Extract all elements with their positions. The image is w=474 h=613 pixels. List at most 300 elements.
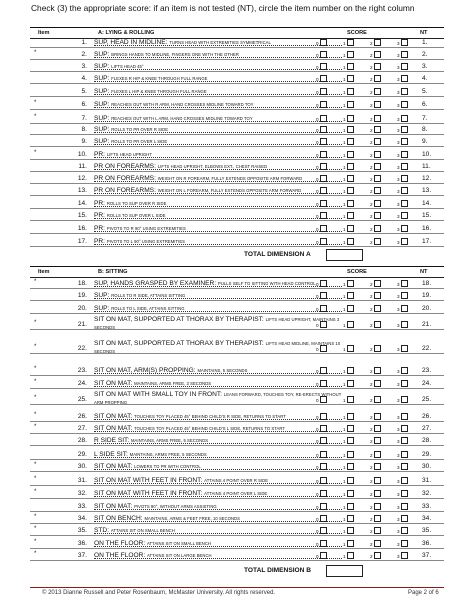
score-option-2 (370, 63, 381, 70)
score-checkbox[interactable] (320, 115, 327, 122)
score-checkbox[interactable] (320, 163, 327, 170)
item-main-text: SIT ON MAT: (94, 425, 135, 432)
score-checkbox[interactable] (374, 552, 381, 559)
score-checkbox[interactable] (374, 163, 381, 170)
score-label: 1 (343, 153, 346, 158)
nt-item-number[interactable]: 5. (422, 88, 428, 95)
score-checkbox[interactable] (374, 305, 381, 312)
item-number: 28. (77, 437, 87, 444)
item-number: 11. (78, 163, 87, 170)
item-number: 21. (77, 321, 87, 328)
score-label: 1 (343, 492, 346, 497)
score-checkbox[interactable] (347, 187, 354, 194)
score-checkbox[interactable] (347, 138, 354, 145)
item-sub-text: BRINGS HANDS TO MIDLINE, FINGERS ONE WITH THE OTHER (111, 52, 239, 57)
nt-item-number[interactable]: 20. (422, 305, 432, 312)
score-checkbox[interactable] (401, 51, 408, 58)
score-checkbox[interactable] (374, 451, 381, 458)
score-checkbox[interactable] (374, 51, 381, 58)
score-checkbox[interactable] (347, 463, 354, 470)
nt-item-number[interactable]: 18. (422, 280, 432, 287)
score-checkbox[interactable] (401, 380, 408, 387)
item-description (94, 126, 342, 134)
score-label: 3 (397, 90, 400, 95)
score-checkbox[interactable] (374, 380, 381, 387)
score-checkbox[interactable] (347, 115, 354, 122)
score-checkbox[interactable] (401, 75, 408, 82)
score-checkbox[interactable] (320, 292, 327, 299)
score-checkbox[interactable] (374, 396, 381, 403)
score-checkbox[interactable] (374, 437, 381, 444)
item-sub-text: TURNS HEAD WITH EXTREMITIES SYMMETRICAL (169, 40, 271, 45)
score-checkbox[interactable] (401, 321, 408, 328)
score-checkbox[interactable] (374, 126, 381, 133)
score-checkbox[interactable] (347, 292, 354, 299)
score-checkbox[interactable] (401, 503, 408, 510)
score-checkbox[interactable] (347, 39, 354, 46)
score-checkbox[interactable] (401, 527, 408, 534)
score-checkbox[interactable] (374, 425, 381, 432)
score-checkbox[interactable] (320, 345, 327, 352)
nt-item-number[interactable]: 23. (422, 367, 432, 374)
item-main-text: SUP: (94, 115, 112, 122)
score-checkbox[interactable] (347, 225, 354, 232)
score-option-2 (370, 138, 381, 145)
score-checkbox[interactable] (401, 413, 408, 420)
nt-item-number[interactable]: 21. (422, 321, 432, 328)
score-checkbox[interactable] (374, 88, 381, 95)
item-sub-text: ROLLS TO SUP OVER R SIDE (106, 201, 167, 206)
score-option-0 (316, 425, 327, 432)
score-checkbox[interactable] (374, 115, 381, 122)
score-option-2 (370, 490, 381, 497)
score-checkbox[interactable] (347, 515, 354, 522)
score-label: 2 (370, 307, 373, 312)
item-column-header: Item (38, 30, 50, 36)
score-checkbox[interactable] (347, 527, 354, 534)
score-checkbox[interactable] (320, 380, 327, 387)
nt-item-number[interactable]: 37. (422, 552, 432, 559)
nt-item-number[interactable]: 28. (422, 437, 432, 444)
nt-item-number[interactable]: 11. (422, 163, 431, 170)
score-checkbox[interactable] (320, 238, 327, 245)
score-label: 2 (370, 177, 373, 182)
nt-item-number[interactable]: 17. (422, 238, 432, 245)
score-checkbox[interactable] (374, 527, 381, 534)
score-label: 1 (343, 227, 346, 232)
score-checkbox[interactable] (347, 51, 354, 58)
score-checkbox[interactable] (401, 187, 408, 194)
score-checkbox[interactable] (401, 151, 408, 158)
nt-item-number[interactable]: 15. (422, 212, 432, 219)
nt-item-number[interactable]: 8. (422, 126, 428, 133)
score-option-3 (397, 39, 408, 46)
score-option-2 (370, 380, 381, 387)
score-option-3 (397, 477, 408, 484)
nt-item-number[interactable]: 27. (422, 425, 432, 432)
score-checkbox[interactable] (374, 200, 381, 207)
nt-item-number[interactable]: 29. (422, 451, 432, 458)
score-label: 1 (343, 165, 346, 170)
score-checkbox[interactable] (401, 88, 408, 95)
score-label: 3 (397, 128, 400, 133)
item-description (94, 515, 342, 523)
score-checkbox[interactable] (347, 75, 354, 82)
score-option-1 (343, 39, 354, 46)
score-checkbox[interactable] (347, 151, 354, 158)
score-checkbox[interactable] (374, 463, 381, 470)
item-description (94, 367, 342, 375)
nt-item-number[interactable]: 10. (422, 151, 432, 158)
score-option-3 (397, 75, 408, 82)
score-checkbox[interactable] (347, 175, 354, 182)
score-checkbox[interactable] (347, 437, 354, 444)
score-checkbox[interactable] (374, 187, 381, 194)
score-checkbox[interactable] (401, 396, 408, 403)
score-checkbox[interactable] (401, 552, 408, 559)
score-checkbox[interactable] (374, 225, 381, 232)
score-label: 0 (316, 505, 319, 510)
score-checkbox[interactable] (347, 503, 354, 510)
score-option-0 (316, 380, 327, 387)
nt-item-number[interactable]: 9. (422, 138, 428, 145)
score-label: 3 (397, 153, 400, 158)
nt-item-number[interactable]: 30. (422, 463, 432, 470)
score-checkbox[interactable] (401, 212, 408, 219)
item-description (94, 75, 342, 83)
score-option-3 (397, 380, 408, 387)
score-label: 1 (343, 41, 346, 46)
score-label: 2 (370, 41, 373, 46)
score-checkbox[interactable] (374, 345, 381, 352)
score-checkbox[interactable] (374, 292, 381, 299)
nt-item-number[interactable]: 22. (422, 345, 432, 352)
score-option-1 (343, 51, 354, 58)
score-label: 2 (370, 465, 373, 470)
item-number: 33. (77, 503, 87, 510)
score-label: 0 (316, 479, 319, 484)
score-option-0 (316, 345, 327, 352)
item-main-text: SIT ON MAT WITH SMALL TOY IN FRONT: (94, 391, 224, 398)
score-checkbox[interactable] (347, 345, 354, 352)
score-option-0 (316, 367, 327, 374)
key-item-star: * (34, 50, 37, 56)
score-checkbox[interactable] (347, 101, 354, 108)
score-checkbox[interactable] (347, 126, 354, 133)
score-label: 1 (343, 398, 346, 403)
score-checkbox[interactable] (347, 380, 354, 387)
row-divider (30, 220, 444, 221)
nt-item-number[interactable]: 32. (422, 490, 432, 497)
score-checkbox[interactable] (347, 280, 354, 287)
nt-item-number[interactable]: 7. (422, 115, 428, 122)
item-sub-text: TOUCHES TOY PLACED 45° BEHIND CHILD'S R SIDE, RETURNS TO START (134, 414, 286, 419)
score-label: 3 (397, 542, 400, 547)
item-description (94, 425, 342, 433)
score-label: 3 (397, 439, 400, 444)
score-option-2 (370, 39, 381, 46)
item-main-text: R SIDE SIT: (94, 437, 132, 444)
score-checkbox[interactable] (320, 451, 327, 458)
score-label: 3 (397, 41, 400, 46)
score-checkbox[interactable] (401, 225, 408, 232)
score-checkbox[interactable] (401, 477, 408, 484)
section-title: B: SITTING (98, 269, 128, 275)
score-option-3 (397, 345, 408, 352)
score-checkbox[interactable] (401, 451, 408, 458)
score-checkbox[interactable] (347, 425, 354, 432)
item-number: 35. (77, 527, 87, 534)
score-checkbox[interactable] (320, 515, 327, 522)
score-option-1 (343, 425, 354, 432)
item-description (94, 101, 342, 109)
score-checkbox[interactable] (347, 63, 354, 70)
score-checkbox[interactable] (347, 490, 354, 497)
item-number: 3. (81, 63, 87, 70)
nt-item-number[interactable]: 16. (422, 225, 432, 232)
score-checkbox[interactable] (320, 101, 327, 108)
score-label: 3 (397, 465, 400, 470)
score-checkbox[interactable] (320, 490, 327, 497)
nt-item-number[interactable]: 35. (422, 527, 432, 534)
score-checkbox[interactable] (374, 540, 381, 547)
score-checkbox[interactable] (374, 477, 381, 484)
score-checkbox[interactable] (347, 88, 354, 95)
score-checkbox[interactable] (320, 552, 327, 559)
score-checkbox[interactable] (401, 292, 408, 299)
score-checkbox[interactable] (374, 490, 381, 497)
score-checkbox[interactable] (347, 396, 354, 403)
nt-item-number[interactable]: 14. (422, 200, 432, 207)
score-label: 0 (316, 492, 319, 497)
score-checkbox[interactable] (401, 490, 408, 497)
item-number: 32. (77, 490, 87, 497)
score-label: 3 (397, 369, 400, 374)
nt-item-number[interactable]: 13. (422, 187, 432, 194)
score-checkbox[interactable] (401, 437, 408, 444)
nt-item-number[interactable]: 19. (422, 292, 432, 299)
score-checkbox[interactable] (320, 413, 327, 420)
nt-item-number[interactable]: 34. (422, 515, 432, 522)
score-checkbox[interactable] (347, 321, 354, 328)
score-checkbox[interactable] (347, 477, 354, 484)
nt-item-number[interactable]: 2. (422, 51, 428, 58)
score-checkbox[interactable] (320, 126, 327, 133)
item-sub-text: ATTAINS SIT ON LARGE BENCH (147, 553, 212, 558)
score-checkbox[interactable] (374, 212, 381, 219)
item-description (94, 175, 342, 183)
nt-item-number[interactable]: 3. (422, 63, 428, 70)
item-main-text: SUP: (94, 75, 112, 82)
score-label: 2 (370, 529, 373, 534)
score-checkbox[interactable] (320, 321, 327, 328)
score-option-1 (343, 305, 354, 312)
score-checkbox[interactable] (401, 115, 408, 122)
score-checkbox[interactable] (347, 451, 354, 458)
score-checkbox[interactable] (320, 187, 327, 194)
item-number: 34. (77, 515, 87, 522)
score-checkbox[interactable] (347, 305, 354, 312)
score-checkbox[interactable] (320, 280, 327, 287)
score-option-2 (370, 280, 381, 287)
score-option-2 (370, 515, 381, 522)
score-checkbox[interactable] (401, 39, 408, 46)
item-number: 26. (77, 413, 87, 420)
score-option-3 (397, 321, 408, 328)
nt-item-number[interactable]: 36. (422, 540, 432, 547)
footer-copyright: © 2013 Dianne Russell and Peter Rosenbaum, McMaster University. All rights reserved. (42, 590, 276, 596)
score-checkbox[interactable] (347, 163, 354, 170)
score-checkbox[interactable] (320, 477, 327, 484)
item-sub-text: WEIGHT ON L FOREARM, FULLY EXTENDS OPPOSITE ARM FORWARD (157, 188, 302, 193)
item-number: 9. (81, 138, 87, 145)
score-checkbox[interactable] (320, 463, 327, 470)
score-checkbox[interactable] (320, 212, 327, 219)
score-checkbox[interactable] (374, 151, 381, 158)
score-label: 2 (370, 202, 373, 207)
nt-item-number[interactable]: 26. (422, 413, 432, 420)
score-option-3 (397, 527, 408, 534)
score-checkbox[interactable] (320, 63, 327, 70)
total-dimension-box[interactable] (326, 565, 363, 577)
score-checkbox[interactable] (401, 540, 408, 547)
score-checkbox[interactable] (401, 138, 408, 145)
score-option-0 (316, 463, 327, 470)
score-checkbox[interactable] (347, 200, 354, 207)
score-checkbox[interactable] (374, 503, 381, 510)
score-checkbox[interactable] (374, 515, 381, 522)
score-checkbox[interactable] (401, 163, 408, 170)
score-checkbox[interactable] (374, 238, 381, 245)
score-label: 0 (316, 53, 319, 58)
score-checkbox[interactable] (320, 75, 327, 82)
score-checkbox[interactable] (401, 200, 408, 207)
score-checkbox[interactable] (374, 175, 381, 182)
score-checkbox[interactable] (401, 101, 408, 108)
score-checkbox[interactable] (320, 200, 327, 207)
nt-item-number[interactable]: 1. (422, 39, 428, 46)
key-item-star: * (34, 476, 37, 482)
score-checkbox[interactable] (347, 212, 354, 219)
score-checkbox[interactable] (401, 367, 408, 374)
score-label: 3 (397, 294, 400, 299)
score-option-3 (397, 515, 408, 522)
score-checkbox[interactable] (374, 75, 381, 82)
score-checkbox[interactable] (401, 345, 408, 352)
score-checkbox[interactable] (320, 503, 327, 510)
score-label: 3 (397, 492, 400, 497)
score-checkbox[interactable] (320, 51, 327, 58)
score-option-3 (397, 292, 408, 299)
score-checkbox[interactable] (320, 175, 327, 182)
score-checkbox[interactable] (401, 425, 408, 432)
total-dimension-box[interactable] (326, 249, 363, 261)
score-checkbox[interactable] (320, 396, 327, 403)
score-checkbox[interactable] (320, 88, 327, 95)
item-description (94, 527, 342, 535)
nt-item-number[interactable]: 31. (422, 477, 432, 484)
score-checkbox[interactable] (401, 238, 408, 245)
total-dimension-label: TOTAL DIMENSION A (244, 251, 311, 258)
score-label: 2 (370, 165, 373, 170)
item-sub-text: PULLS SELF TO SITTING WITH HEAD CONTROL (217, 281, 316, 286)
score-checkbox[interactable] (320, 437, 327, 444)
row-divider (30, 388, 444, 389)
score-checkbox[interactable] (374, 321, 381, 328)
nt-item-number[interactable]: 25. (422, 396, 432, 403)
score-checkbox[interactable] (374, 280, 381, 287)
score-checkbox[interactable] (320, 425, 327, 432)
score-label: 2 (370, 65, 373, 70)
score-checkbox[interactable] (320, 305, 327, 312)
nt-item-number[interactable]: 33. (422, 503, 432, 510)
score-checkbox[interactable] (401, 126, 408, 133)
nt-item-number[interactable]: 12. (422, 175, 432, 182)
score-checkbox[interactable] (347, 367, 354, 374)
score-checkbox[interactable] (374, 39, 381, 46)
score-option-1 (343, 477, 354, 484)
score-checkbox[interactable] (401, 175, 408, 182)
item-description (94, 292, 342, 300)
item-description (94, 238, 342, 246)
key-item-star: * (34, 279, 37, 285)
score-checkbox[interactable] (320, 151, 327, 158)
score-label: 2 (370, 77, 373, 82)
score-checkbox[interactable] (374, 367, 381, 374)
nt-item-number[interactable]: 4. (422, 75, 428, 82)
score-checkbox[interactable] (374, 413, 381, 420)
score-checkbox[interactable] (401, 463, 408, 470)
score-checkbox[interactable] (320, 138, 327, 145)
score-checkbox[interactable] (401, 63, 408, 70)
score-checkbox[interactable] (374, 138, 381, 145)
score-label: 3 (397, 479, 400, 484)
item-description (94, 380, 342, 388)
score-label: 3 (397, 77, 400, 82)
score-option-1 (343, 451, 354, 458)
item-sub-text: MAINTAINS, ARMS FREE, 5 SECONDS (131, 438, 209, 443)
nt-item-number[interactable]: 24. (422, 380, 432, 387)
score-checkbox[interactable] (401, 515, 408, 522)
score-checkbox[interactable] (374, 63, 381, 70)
score-checkbox[interactable] (347, 238, 354, 245)
score-checkbox[interactable] (347, 540, 354, 547)
score-checkbox[interactable] (401, 305, 408, 312)
score-checkbox[interactable] (320, 527, 327, 534)
item-description (94, 490, 342, 498)
score-label: 2 (370, 214, 373, 219)
score-label: 1 (343, 77, 346, 82)
item-description (94, 63, 342, 71)
section-title: A: LYING & ROLLING (98, 30, 155, 36)
score-checkbox[interactable] (401, 280, 408, 287)
score-checkbox[interactable] (320, 39, 327, 46)
item-number: 7. (81, 115, 87, 122)
score-checkbox[interactable] (320, 540, 327, 547)
row-divider (30, 421, 444, 422)
nt-item-number[interactable]: 6. (422, 101, 428, 108)
item-main-text: SUP: (94, 305, 112, 312)
score-option-1 (343, 115, 354, 122)
score-checkbox[interactable] (347, 413, 354, 420)
score-label: 0 (316, 398, 319, 403)
score-checkbox[interactable] (374, 101, 381, 108)
score-checkbox[interactable] (320, 367, 327, 374)
score-label: 2 (370, 189, 373, 194)
score-checkbox[interactable] (347, 552, 354, 559)
score-checkbox[interactable] (320, 225, 327, 232)
item-sub-text: FLEXES R HIP & KNEE THROUGH FULL RANGE (111, 76, 208, 81)
